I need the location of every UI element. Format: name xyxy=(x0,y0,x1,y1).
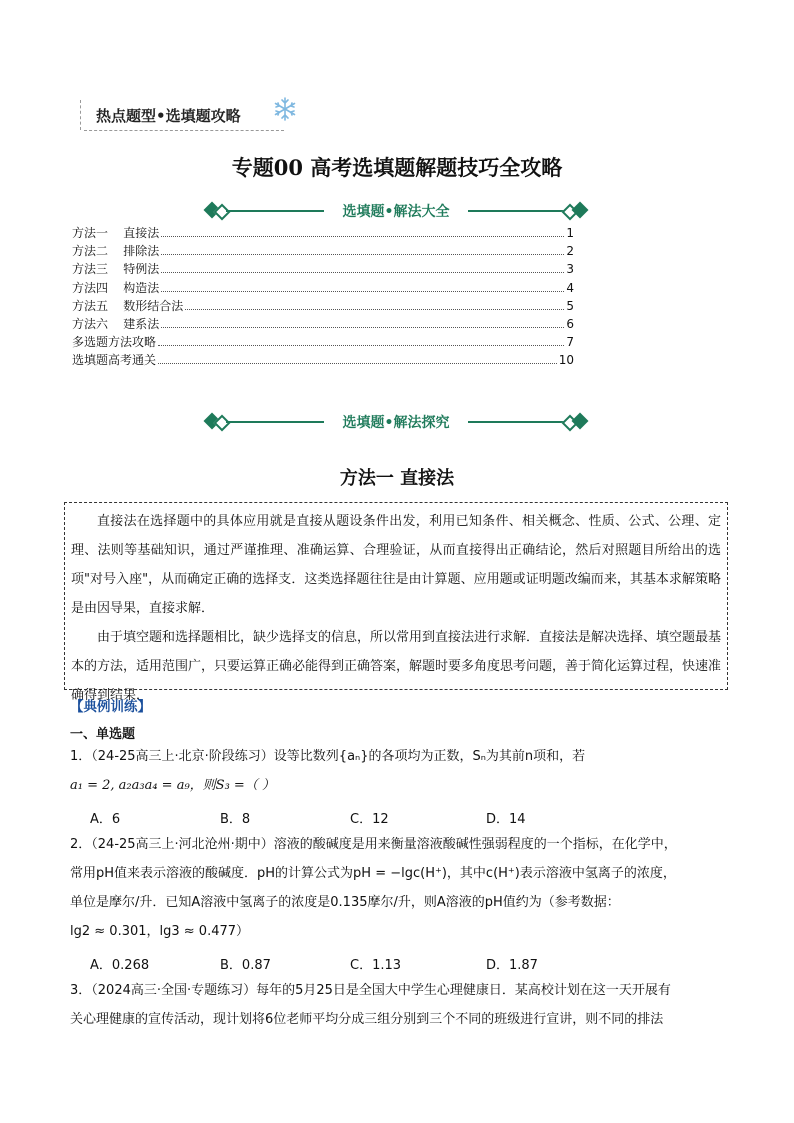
question-text-line: 2．（24-25高三上·河北沧州·期中）溶液的酸碱度是用来衡量溶液酸碱性强弱程度的一个指标，在化学中， xyxy=(70,837,677,852)
section-title: 方法一 直接法 xyxy=(339,468,455,489)
question-text-line: 关心理健康的宣传活动，现计划将6位老师平均分成三组分别到三个不同的班级进行宣讲，则不同的排法 xyxy=(70,1012,664,1027)
question-text-line: 3．（2024高三·全国·专题练习）每年的5月25日是全国大中学生心理健康日．某高校计划在这一天开展有 xyxy=(70,983,671,998)
examples-heading: 【典例训练】 xyxy=(70,699,151,715)
question-type-heading: 一、单选题 xyxy=(70,727,136,742)
question-text-line: 常用pH值来表示溶液的酸碱度．pH的计算公式为pH = −lgc(H⁺)，其中c(H⁺)表示溶液中氢离子的浓度， xyxy=(70,866,676,881)
toc-page-number: 6 xyxy=(566,316,574,331)
snowflake-icon xyxy=(272,96,298,122)
intro-paragraph: 直接法在选择题中的具体应用就是直接从题设条件出发，利用已知条件、相关概念、性质、公式、公理、定理、法则等基础知识，通过严谨推理、准确运算、合理验证，从而直接得出正确结论，然后对照题目所给出的选项"对号入座"，从而确定正确的选择支．这类选择题往往是由计算题、应用题或证明题改编而来，其基本求解策略是由因导果，直接求解． xyxy=(71,514,721,616)
option-c[interactable]: C．1.13 xyxy=(350,958,402,973)
toc-page-number: 3 xyxy=(566,262,574,277)
question-text-line: lg2 ≈ 0.301，lg3 ≈ 0.477） xyxy=(70,924,250,939)
option-b[interactable]: B．0.87 xyxy=(220,958,271,973)
intro-paragraph: 由于填空题和选择题相比，缺少选择支的信息，所以常用到直接法进行求解．直接法是解决选择、填空题最基本的方法，适用范围广，只要运算正确必能得到正确答案，解题时要多角度思考问题，善于简化运算过程，快速准确得到结果． xyxy=(71,630,722,703)
page-title: 专题00 高考选填题解题技巧全攻略 xyxy=(231,155,563,180)
banner-rule-right xyxy=(468,210,566,212)
toc-entry[interactable] xyxy=(72,279,574,297)
toc-entry[interactable] xyxy=(72,260,574,278)
section-banner-contents xyxy=(204,199,588,223)
header-divider-vertical xyxy=(80,100,81,130)
option-d[interactable]: D．14 xyxy=(486,812,526,827)
toc-leader xyxy=(161,327,564,328)
toc-entry-label: 方法一 直接法 xyxy=(72,226,160,240)
question-text-line: 1．（24-25高三上·北京·阶段练习）设等比数列{aₙ}的各项均为正数，Sₙ为其前n项和，若 xyxy=(70,749,586,764)
toc-page-number: 10 xyxy=(558,353,574,368)
toc-leader xyxy=(161,236,564,237)
toc-entry-label: 方法四 构造法 xyxy=(72,280,160,295)
toc-entry-label: 方法二 排除法 xyxy=(72,244,160,259)
toc-leader xyxy=(158,363,557,364)
toc-entry-label: 多选题方法攻略 xyxy=(72,335,157,350)
question-3 xyxy=(70,976,734,1034)
banner-label: 选填题•解法大全 xyxy=(342,204,450,220)
intro-box xyxy=(64,502,728,703)
toc-leader xyxy=(161,291,564,292)
option-d[interactable]: D．1.87 xyxy=(486,958,538,973)
banner-rule-right xyxy=(468,421,566,423)
toc-entry-label: 选填题高考通关 xyxy=(72,353,157,368)
option-b[interactable]: B．8 xyxy=(220,812,251,827)
section-banner-exploration xyxy=(204,410,588,434)
toc-entry[interactable] xyxy=(72,224,574,242)
header-divider-horizontal xyxy=(84,130,284,131)
toc-entry[interactable] xyxy=(72,297,574,315)
table-of-contents xyxy=(72,224,574,370)
toc-page-number: 4 xyxy=(566,280,574,295)
toc-page-number: 7 xyxy=(566,335,574,350)
toc-page-number: 2 xyxy=(566,244,574,259)
toc-leader xyxy=(161,272,564,273)
header-label: 热点题型•选填题攻略 xyxy=(96,107,241,125)
toc-entry[interactable] xyxy=(72,315,574,333)
toc-page-number: 5 xyxy=(566,298,574,313)
question-1 xyxy=(70,742,734,800)
toc-entry-label: 方法六 建系法 xyxy=(72,316,160,331)
option-a[interactable]: A．0.268 xyxy=(90,958,150,973)
option-c[interactable]: C．12 xyxy=(350,812,389,827)
banner-label: 选填题•解法探究 xyxy=(342,415,450,431)
question-formula-line: a₁ = 2, a₂a₃a₄ = a₉，则S₃ =（ ） xyxy=(70,778,275,793)
question-2 xyxy=(70,830,734,946)
toc-leader xyxy=(158,345,564,346)
toc-page-number: 1 xyxy=(566,226,574,240)
toc-leader xyxy=(185,309,564,310)
toc-entry-label: 方法五 数形结合法 xyxy=(72,298,184,313)
toc-entry-label: 方法三 特例法 xyxy=(72,262,160,277)
toc-entry[interactable] xyxy=(72,333,574,351)
toc-entry[interactable] xyxy=(72,351,574,369)
question-text-line: 单位是摩尔/升．已知A溶液中氢离子的浓度是0.135摩尔/升，则A溶液的pH值约为（参考数据： xyxy=(70,895,620,910)
option-a[interactable]: A．6 xyxy=(90,812,121,827)
toc-entry[interactable] xyxy=(72,242,574,260)
toc-leader xyxy=(161,254,564,255)
